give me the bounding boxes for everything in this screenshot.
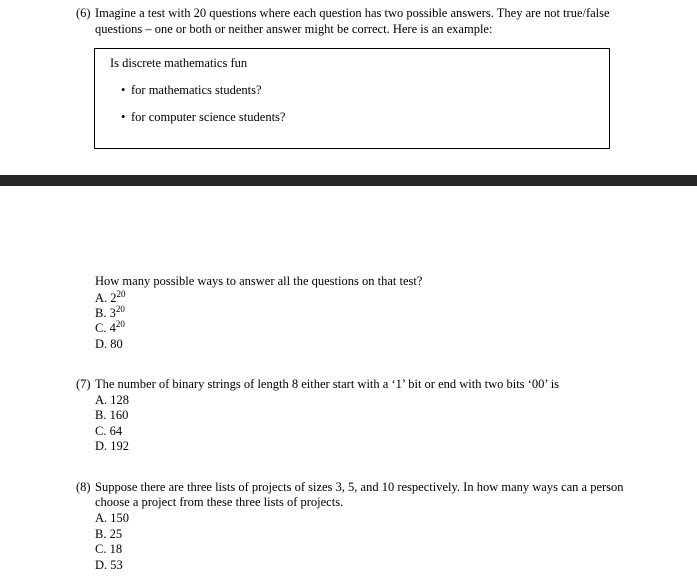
option-b-exponent: 20 (115, 303, 125, 314)
q8-option-c: C. 18 (95, 542, 123, 556)
q8-text-line1: Suppose there are three lists of projects of sizes 3, 5, and 10 respectively. In how many ways can a person (95, 480, 624, 494)
q8-text-line2: choose a project from these three lists of projects. (95, 495, 344, 509)
q7-option-b: B. 160 (95, 408, 129, 422)
page-divider (0, 175, 697, 186)
option-b-base: 3 (109, 306, 116, 320)
example-bullet-2-text: for computer science students? (131, 110, 286, 124)
example-title: Is discrete mathematics fun (110, 56, 248, 70)
q7-text-line1: The number of binary strings of length 8 either start with a ‘1’ bit or end with two bits ‘00’ is (95, 377, 560, 391)
q7-option-a: A. 128 (95, 393, 130, 407)
q7-option-d: D. 192 (95, 439, 130, 453)
option-b-prefix: B. (95, 306, 110, 320)
option-c-exponent: 20 (115, 318, 125, 329)
option-a-prefix: A. (95, 291, 111, 305)
option-a-base: 2 (110, 291, 117, 305)
q8-option-a: A. 150 (95, 511, 130, 525)
option-c-prefix: C. (95, 321, 110, 335)
example-bullet-2 (121, 109, 285, 125)
q6-option-c (95, 320, 125, 336)
q7-number: (7) (76, 377, 91, 391)
q6-question: How many possible ways to answer all the questions on that test? (95, 274, 423, 288)
q6-option-d: D. 80 (95, 337, 123, 351)
bullet-icon: • (121, 83, 126, 97)
q8-option-b: B. 25 (95, 527, 123, 541)
q7-option-c: C. 64 (95, 424, 123, 438)
option-a-exponent: 20 (116, 288, 126, 299)
example-bullet-1-text: for mathematics students? (131, 83, 262, 97)
bullet-icon: • (121, 110, 126, 124)
option-c-base: 4 (109, 321, 116, 335)
q6-text-line1: Imagine a test with 20 questions where each question has two possible answers. They are not true/false (95, 6, 610, 20)
q8-option-d: D. 53 (95, 558, 123, 572)
example-bullet-1 (121, 82, 262, 98)
q8-number: (8) (76, 480, 91, 494)
q6-text-line2: questions – one or both or neither answer might be correct. Here is an example: (95, 22, 493, 36)
q6-number: (6) (76, 6, 91, 20)
